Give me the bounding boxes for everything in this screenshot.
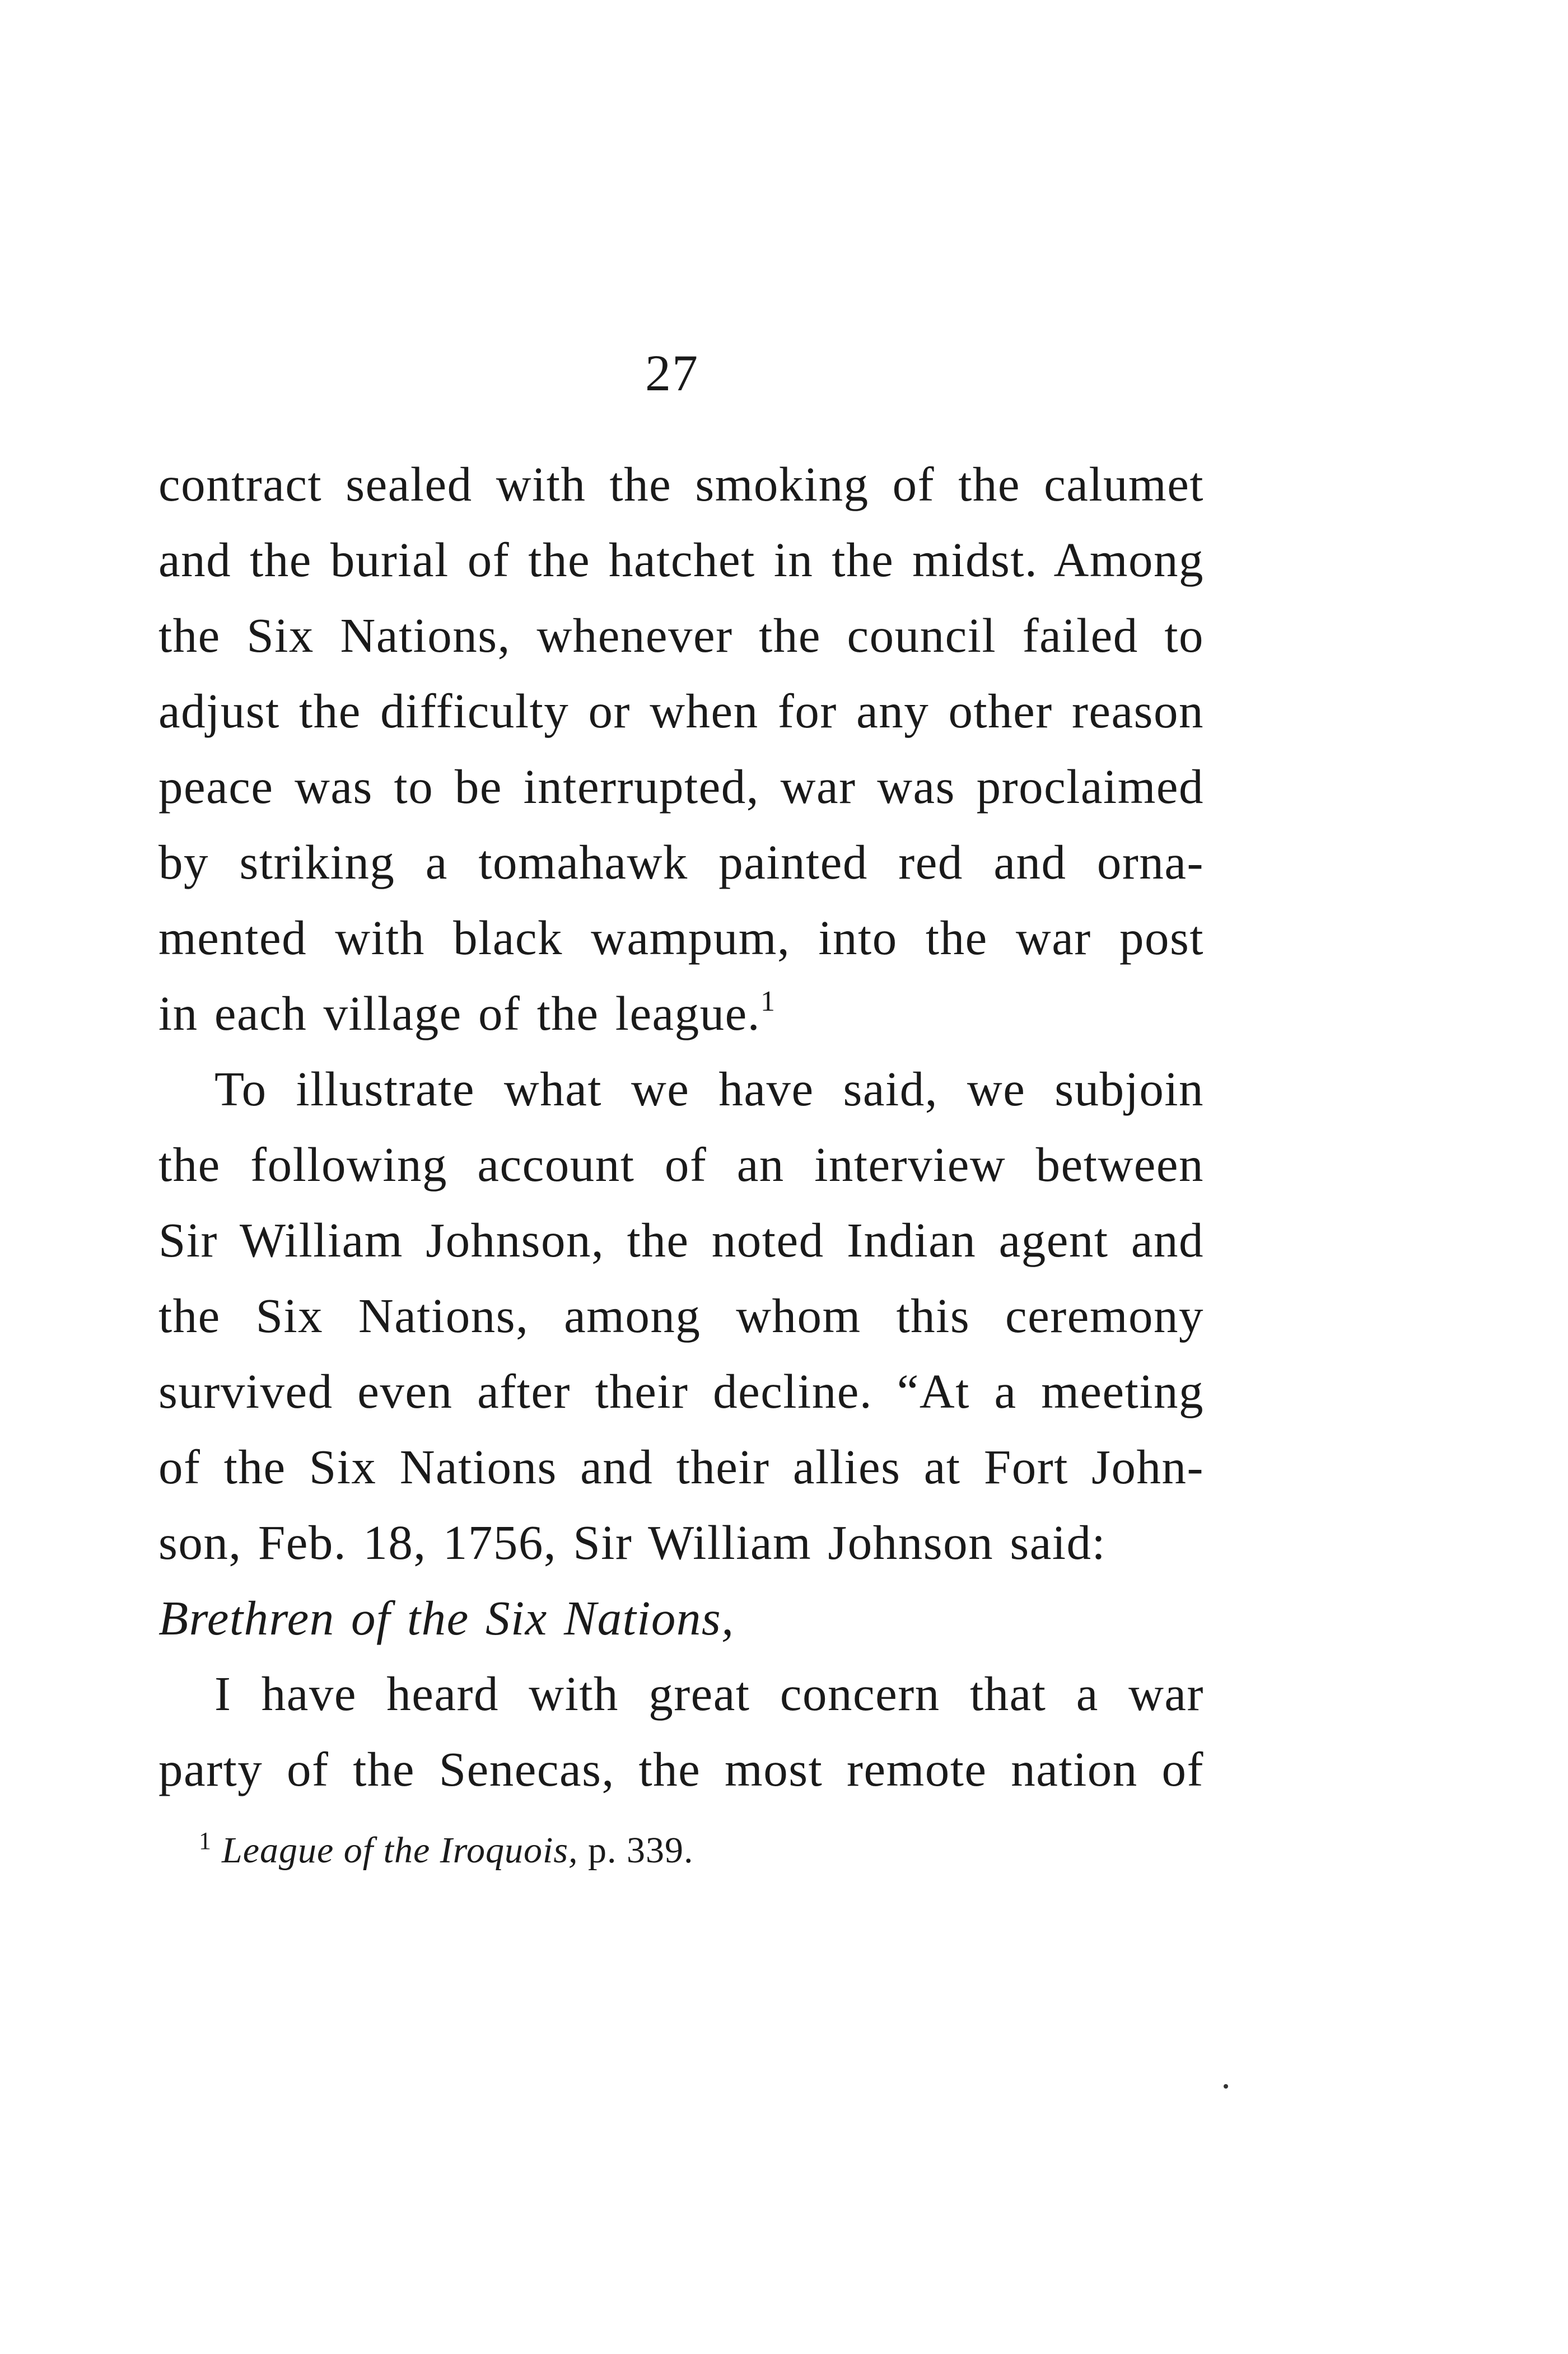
salutation-line: Brethren of the Six Nations, <box>158 1591 735 1645</box>
text-line: To illustrate what we have said, we subjoin <box>214 1062 1204 1116</box>
text-line: peace was to be interrupted, war was proclaimed <box>158 759 1204 814</box>
text-line: the following account of an interview between <box>158 1137 1204 1192</box>
text-line: I have heard with great concern that a war <box>214 1666 1204 1721</box>
footnote-mark: 1 <box>199 1827 212 1855</box>
text-line: of the Six Nations and their allies at Fort John- <box>158 1440 1204 1494</box>
footnote-ref: 1 <box>760 985 776 1017</box>
text-line: contract sealed with the smoking of the calumet <box>158 457 1204 511</box>
text-line: the Six Nations, whenever the council failed to <box>158 608 1204 662</box>
text-line: party of the Senecas, the most remote nation of <box>158 1742 1204 1796</box>
text-line: the Six Nations, among whom this ceremony <box>158 1288 1204 1343</box>
footnote-title: League of the Iroquois, <box>222 1830 578 1871</box>
footnote <box>199 1825 694 1876</box>
text-line: adjust the difficulty or when for any other reason <box>158 684 1204 738</box>
text-line: in each village of the league. <box>158 986 761 1040</box>
footnote-page-ref: p. 339. <box>588 1830 694 1871</box>
paper-speck <box>1224 2084 1228 2089</box>
page-number: 27 <box>645 344 699 401</box>
text-line: survived even after their decline. “At a meeting <box>158 1364 1204 1418</box>
text-line: by striking a tomahawk painted red and orna- <box>158 835 1204 889</box>
text-line: son, Feb. 18, 1756, Sir William Johnson said: <box>158 1515 1107 1570</box>
text-line: mented with black wampum, into the war post <box>158 910 1204 965</box>
text-line: Sir William Johnson, the noted Indian agent and <box>158 1213 1204 1267</box>
text-line: and the burial of the hatchet in the midst. Among <box>158 533 1204 587</box>
text-line-with-footnote-ref <box>158 983 1204 1044</box>
